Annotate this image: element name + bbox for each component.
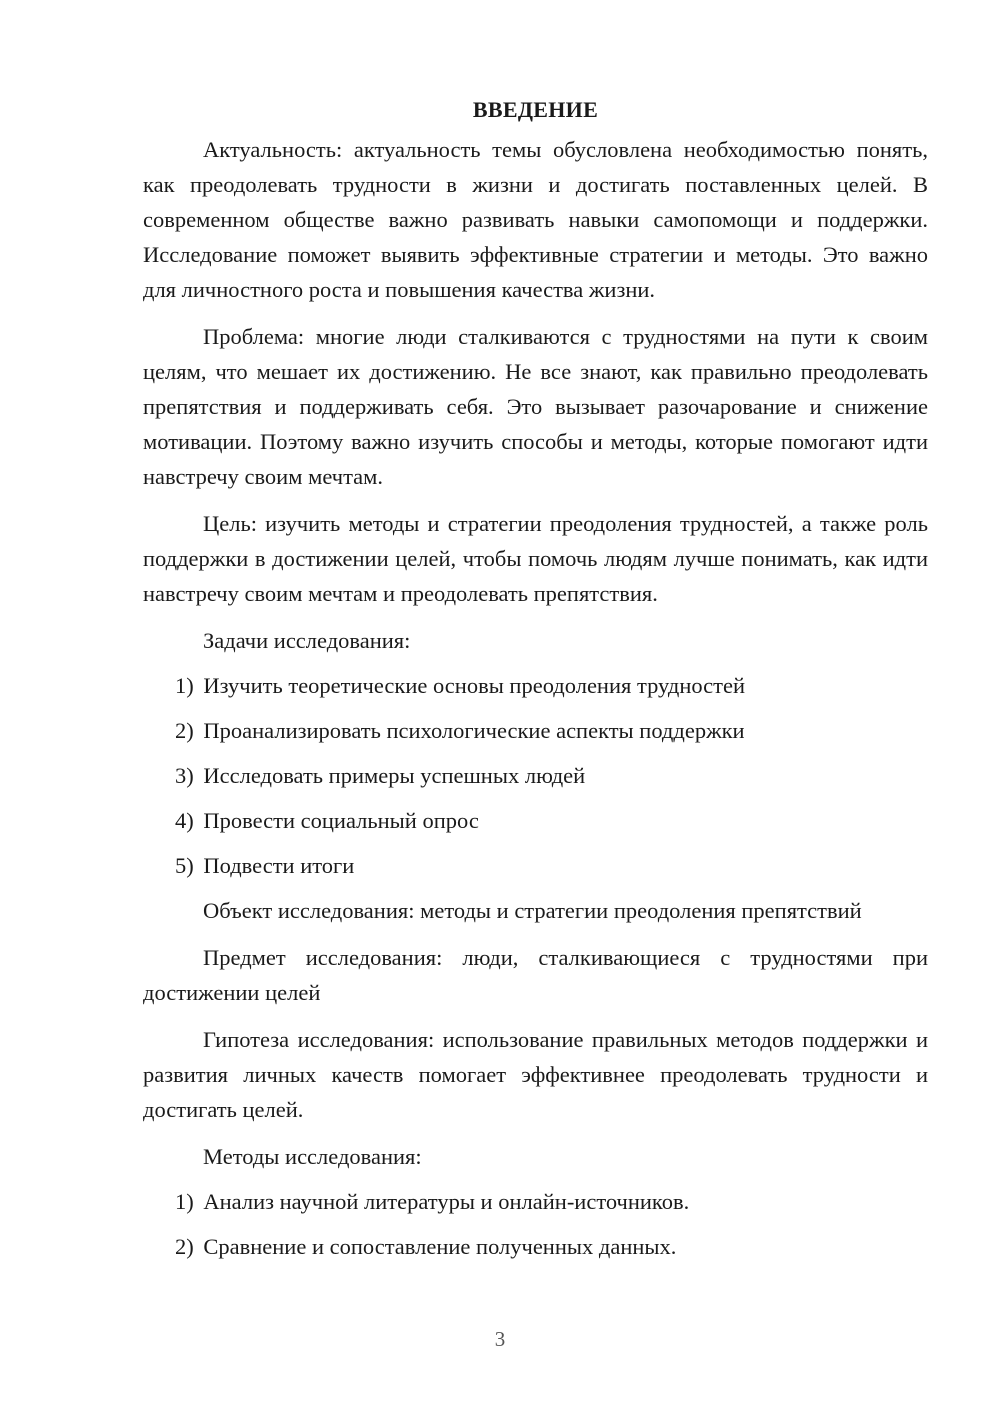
methods-label: Методы исследования: — [203, 1144, 422, 1169]
list-item-number: 1) — [175, 673, 194, 698]
section-title: ВВЕДЕНИЕ — [472, 97, 599, 122]
list-item-number: 4) — [175, 808, 194, 833]
document-page — [143, 92, 928, 1274]
list-item-text: Проанализировать психологические аспекты поддержки — [203, 718, 745, 743]
list-item — [143, 1229, 928, 1264]
problem-paragraph: Проблема: многие люди сталкиваются с трудностями на пути к своим целям, что мешает их достижению. Не все знают, как правильно преодолевать препятствия и поддерживать себя. Это вызывает разочарование и снижение мотивации. Поэтому важно изучить способы и методы, которые помогают идти навстречу своим мечтам. — [143, 324, 928, 489]
page-number: 3 — [494, 1327, 506, 1351]
list-item-text: Анализ научной литературы и онлайн-источников. — [203, 1189, 690, 1214]
list-item-text: Подвести итоги — [203, 853, 355, 878]
relevance-paragraph: Актуальность: актуальность темы обусловлена необходимостью понять, как преодолевать трудности в жизни и достигать поставленных целей. В современном обществе важно развивать навыки самопомощи и поддержки. Исследование поможет выявить эффективные стратегии и методы. Это важно для личностного роста и повышения качества жизни. — [143, 137, 928, 302]
list-item-number: 5) — [175, 853, 194, 878]
subject-paragraph: Предмет исследования: люди, сталкивающиеся с трудностями при достижении целей — [143, 945, 928, 1005]
list-item-number: 2) — [175, 718, 194, 743]
list-item-text: Сравнение и сопоставление полученных данных. — [203, 1234, 677, 1259]
goal-paragraph: Цель: изучить методы и стратегии преодоления трудностей, а также роль поддержки в достижении целей, чтобы помочь людям лучше понимать, как идти навстречу своим мечтам и преодолевать препятствия. — [143, 511, 928, 606]
list-item-text: Исследовать примеры успешных людей — [203, 763, 586, 788]
list-item-number: 1) — [175, 1189, 194, 1214]
tasks-label: Задачи исследования: — [203, 628, 411, 653]
list-item-text: Изучить теоретические основы преодоления трудностей — [203, 673, 746, 698]
object-paragraph: Объект исследования: методы и стратегии преодоления препятствий — [203, 898, 862, 923]
list-item-text: Провести социальный опрос — [203, 808, 479, 833]
list-item — [143, 803, 928, 838]
list-item — [143, 713, 928, 748]
hypothesis-paragraph: Гипотеза исследования: использование правильных методов поддержки и развития личных качеств помогает эффективнее преодолевать трудности и достигать целей. — [143, 1027, 928, 1122]
methods-list — [143, 1184, 928, 1264]
list-item — [143, 668, 928, 703]
tasks-list — [143, 668, 928, 883]
list-item-number: 2) — [175, 1234, 194, 1259]
list-item — [143, 1184, 928, 1219]
list-item — [143, 758, 928, 793]
list-item-number: 3) — [175, 763, 194, 788]
list-item — [143, 848, 928, 883]
